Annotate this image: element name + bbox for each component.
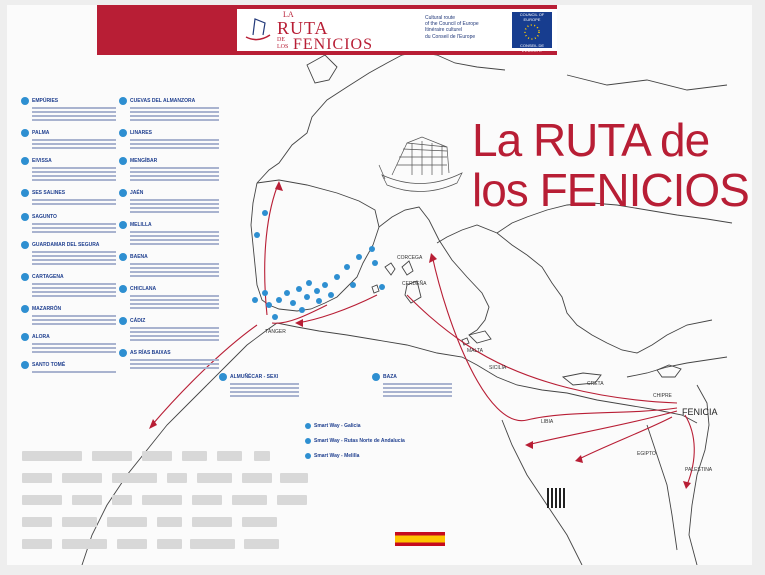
location-dot-icon: [372, 373, 380, 381]
places-column-left: [21, 97, 116, 381]
place-name: AS RÍAS BAIXAS: [130, 349, 171, 356]
place-name: GUARDAMAR DEL SEGURA: [32, 241, 100, 248]
sponsor-logo: [190, 539, 235, 549]
map-label-chipre: CHIPRE: [653, 393, 672, 399]
place-item: [119, 189, 219, 213]
location-dot-icon: [219, 373, 227, 381]
phoenician-ship-illustration: [377, 135, 467, 200]
map-label-egipto: EGIPTO: [637, 451, 656, 457]
title-line-2: los FENICIOS: [472, 164, 749, 216]
place-block-almunecar: [219, 373, 299, 405]
place-item: [21, 157, 116, 181]
place-name: MENGÍBAR: [130, 157, 158, 164]
map-label-sicilia: SICILIA: [489, 365, 507, 371]
sponsor-logo: [62, 517, 97, 527]
council-of-europe-logo: [512, 12, 552, 53]
sponsor-logo: [157, 539, 182, 549]
place-name: JAÉN: [130, 189, 144, 196]
map-label-fenicia: FENICIA: [682, 407, 718, 417]
place-name: SANTO TOMÉ: [32, 361, 66, 368]
place-item: [119, 285, 219, 309]
place-item: [21, 361, 116, 373]
place-name: EMPÚRIES: [32, 97, 59, 104]
sponsor-logo: [244, 539, 279, 549]
sponsor-logo: [242, 473, 272, 483]
sponsor-logo: [22, 495, 62, 505]
sponsor-logo: [112, 473, 157, 483]
legend-item: [305, 423, 405, 429]
sponsor-logo: [167, 473, 187, 483]
legend-label: Smart Way - Melilla: [314, 453, 360, 459]
place-item: [21, 273, 116, 297]
location-dot-icon: [21, 273, 29, 281]
sponsor-logo: [142, 451, 172, 461]
subtitle-line: of the Council of Europe: [425, 21, 479, 28]
location-dot-icon: [119, 253, 127, 261]
sponsor-logo: [242, 517, 277, 527]
place-item: [21, 333, 116, 353]
place-name: ALMUÑÉCAR - SEXI: [230, 373, 279, 380]
location-dot-icon: [119, 189, 127, 197]
logo-de: DE: [277, 37, 285, 43]
ship-logo-icon: [243, 15, 273, 45]
coe-top-text: COUNCIL OF EUROPE: [519, 12, 545, 22]
sponsor-logo: [22, 517, 52, 527]
sponsor-logo: [182, 451, 207, 461]
location-dot-icon: [21, 189, 29, 197]
sponsor-logo: [277, 495, 307, 505]
sponsor-logo: [217, 451, 242, 461]
location-dot-icon: [21, 241, 29, 249]
places-column-mid: [119, 97, 219, 377]
place-name: BAZA: [383, 373, 397, 380]
location-dot-icon: [21, 213, 29, 221]
legend-item: [305, 453, 405, 459]
sponsor-logo: [92, 451, 132, 461]
sponsor-logo: [22, 473, 52, 483]
legend-item: [305, 438, 405, 444]
place-item: [119, 349, 219, 369]
legend-label: Smart Way - Galicia: [314, 423, 361, 429]
location-dot-icon: [119, 285, 127, 293]
location-dot-icon: [21, 333, 29, 341]
location-dot-icon: [21, 97, 29, 105]
place-item: [21, 129, 116, 149]
coe-stars-icon: [522, 22, 542, 42]
place-name: CÁDIZ: [130, 317, 146, 324]
place-name: EIVISSA: [32, 157, 52, 164]
logo-wordmark: [277, 11, 373, 53]
place-item: [119, 221, 219, 245]
place-name: CHICLANA: [130, 285, 157, 292]
place-name: CUEVAS DEL ALMANZORA: [130, 97, 196, 104]
place-block-baza: [372, 373, 452, 405]
location-dot-icon: [21, 361, 29, 369]
sponsor-logo: [62, 473, 102, 483]
place-name: ALORA: [32, 333, 50, 340]
place-name: LINARES: [130, 129, 152, 136]
place-name: CARTAGENA: [32, 273, 64, 280]
sponsor-logo: [112, 495, 132, 505]
place-item: [372, 373, 452, 397]
place-item: [21, 97, 116, 121]
map-label-tanger: TÁNGER: [265, 329, 286, 335]
logo-fenicios: FENICIOS: [293, 36, 374, 53]
location-dot-icon: [119, 157, 127, 165]
sponsor-logo: [117, 539, 147, 549]
logo-box: [237, 9, 557, 51]
place-item: [119, 97, 219, 121]
sponsor-logo: [192, 517, 232, 527]
sponsor-logo: [22, 451, 82, 461]
qr-code[interactable]: [547, 488, 567, 508]
sponsor-logo: [62, 539, 107, 549]
sponsor-logo: [280, 473, 308, 483]
logo-los: LOS: [277, 44, 289, 50]
place-name: SAGUNTO: [32, 213, 57, 220]
map-label-malta: MALTA: [467, 348, 483, 354]
sponsor-logo: [142, 495, 182, 505]
sponsor-logo: [232, 495, 267, 505]
location-dot-icon: [119, 129, 127, 137]
logo-ruta: RUTA: [277, 18, 329, 38]
location-dot-icon: [21, 157, 29, 165]
sponsor-logo: [197, 473, 232, 483]
place-name: SES SALINES: [32, 189, 66, 196]
smart-way-legend: [305, 423, 405, 468]
sponsor-logo: [254, 451, 270, 461]
title-line-1: La RUTA de: [472, 114, 710, 166]
place-name: PALMA: [32, 129, 50, 136]
place-item: [21, 241, 116, 265]
sponsor-logo: [192, 495, 222, 505]
logo-subtitle: [425, 15, 505, 40]
place-item: [119, 129, 219, 149]
location-dot-icon: [119, 317, 127, 325]
place-name: MAZARRÓN: [32, 305, 62, 312]
place-name: BAENA: [130, 253, 148, 260]
location-dot-icon: [119, 349, 127, 357]
map-label-corsica: CORCEGA: [397, 255, 423, 261]
spain-government-logo: [395, 532, 445, 546]
sponsor-logo: [107, 517, 147, 527]
sponsor-logos: [22, 443, 312, 558]
map-label-creta: CRETA: [587, 381, 604, 387]
poster: [7, 5, 752, 565]
place-item: [219, 373, 299, 397]
location-dot-icon: [119, 221, 127, 229]
place-item: [21, 305, 116, 325]
place-item: [119, 253, 219, 277]
place-item: [119, 157, 219, 181]
legend-label: Smart Way - Rutas Norte de Andalucía: [314, 438, 405, 444]
header-banner: [97, 5, 557, 55]
subtitle-line: du Conseil de l'Europe: [425, 33, 476, 40]
sponsor-logo: [22, 539, 52, 549]
map-label-cerdena: CERDEÑA: [402, 281, 427, 287]
place-name: MELILLA: [130, 221, 152, 228]
place-item: [119, 317, 219, 341]
poster-title: [472, 114, 749, 216]
map-label-palestina: PALESTINA: [685, 467, 713, 473]
route-dot-icon: [305, 423, 311, 429]
coe-bottom-text: CONSEIL DE L'EUROPE: [519, 43, 545, 53]
logo-la: LA: [283, 10, 294, 19]
subtitle-line: Cultural route: [425, 15, 456, 21]
location-dot-icon: [119, 97, 127, 105]
location-dot-icon: [21, 129, 29, 137]
place-item: [21, 189, 116, 205]
sponsor-logo: [157, 517, 182, 527]
sponsor-logo: [72, 495, 102, 505]
map-label-libia: LIBIA: [541, 419, 554, 425]
location-dot-icon: [21, 305, 29, 313]
subtitle-line: Itinéraire culturel: [425, 27, 462, 34]
place-item: [21, 213, 116, 233]
